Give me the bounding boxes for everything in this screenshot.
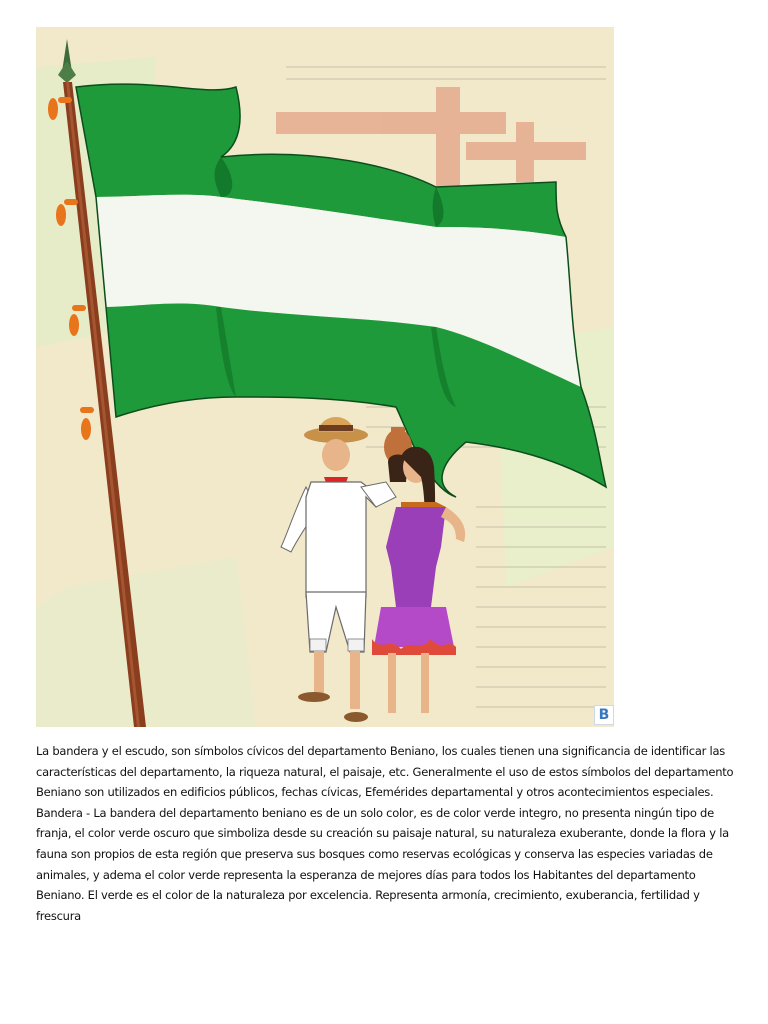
source-badge: B <box>594 705 614 725</box>
flag-illustration <box>36 27 614 727</box>
caption-paragraph: La bandera y el escudo, son símbolos cívicos del departamento Beniano, los cuales tienen una significancia de identificar las características del departamento, la riqueza natural, el paisaje, etc. Generalmente el uso de estos símbolos del departamento Beniano son utilizados en edificios públicos, fechas cívicas, Efemérides departamental y otros acontecimientos especiales. Bandera - La bandera del departamento beniano es de un solo color, es de color verde integro, no presenta ningún tipo de franja, el color verde oscuro que simboliza desde su creación su paisaje natural, su naturaleza exuberante, donde la flora y la fauna son propios de esta región que preserva sus bosques como reservas ecológicas y conserva las especies variadas de animales, y adema el color verde representa la esperanza de mejores días para todos los Habitantes del departamento Beniano. El verde es el color de la naturaleza por excelencia. Representa armonía, crecimiento, exuberancia, fertilidad y frescura <box>36 744 734 923</box>
flag-illustration-svg <box>36 27 614 727</box>
